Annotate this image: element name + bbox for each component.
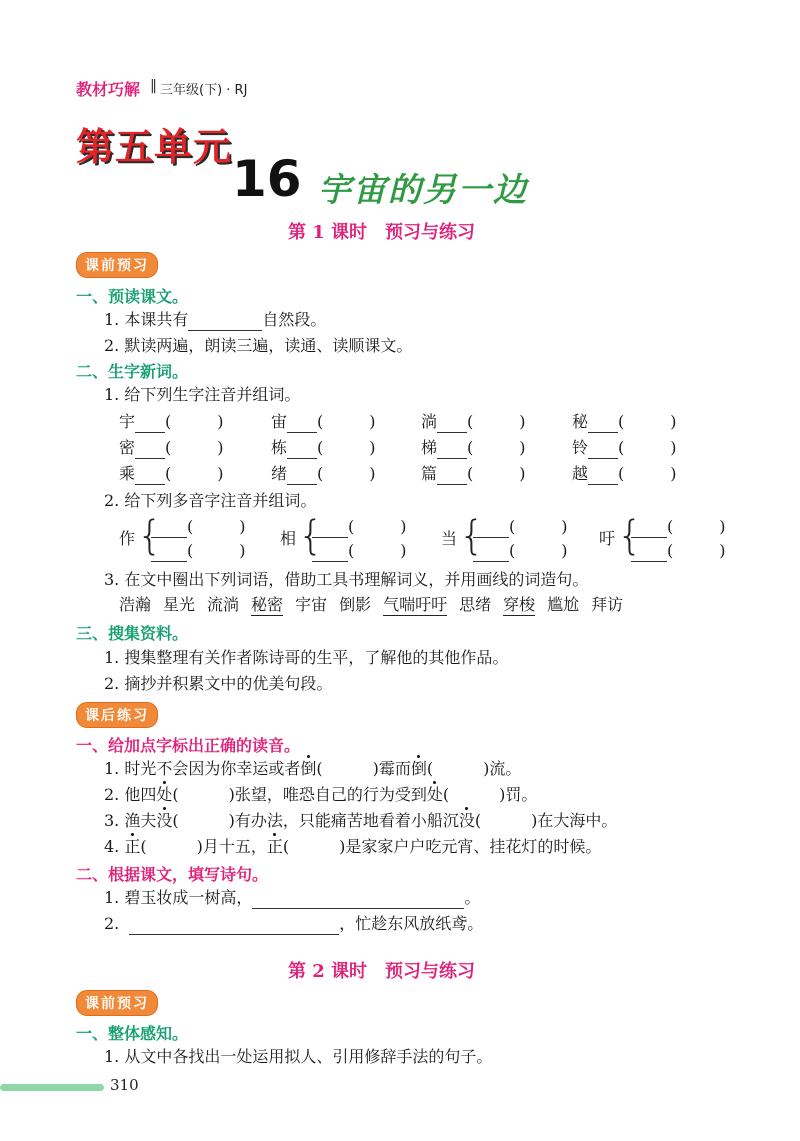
footer-bar [0, 1084, 104, 1091]
brace-symbol: { [459, 513, 485, 559]
question-author-bio: 1. 搜集整理有关作者陈诗哥的生平，了解他的其他作品。 [104, 648, 509, 667]
vocab-word: 穿梭 [503, 595, 536, 614]
vocab-word: 流淌 [207, 595, 240, 614]
char-cell: 铃 ( ) [572, 438, 677, 457]
pronunciation-item-2: 2. 他四处( )张望，唯恐自己的行为受到处( )罚。 [104, 785, 538, 804]
pinyin-blank[interactable] [473, 545, 509, 562]
char-cell: 密 ( ) [119, 438, 224, 457]
char-label: 绪 [271, 464, 288, 483]
question-polyphones: 2. 给下列多音字注音并组词。 [104, 491, 317, 510]
section-preread-title: 一、预读课文。 [76, 287, 189, 306]
polyphone-answer-line: ( ) [631, 540, 726, 562]
pronunciation-item-4: 4. 正( )月十五，正( )是家家户户吃元宵、挂花灯的时候。 [104, 837, 602, 856]
lesson-title: 宇宙的另一边 [318, 170, 528, 209]
polyphone-char: 相 [280, 529, 297, 548]
period-1-title: 第 1 课时 预习与练习 [288, 222, 476, 243]
pinyin-blank[interactable] [135, 442, 165, 459]
polyphone-answer-line: ( ) [312, 540, 407, 562]
pinyin-blank[interactable] [437, 416, 467, 433]
period-2-title: 第 2 课时 预习与练习 [288, 961, 476, 982]
char-label: 越 [572, 464, 589, 483]
title-separator: ‖ [150, 78, 157, 94]
book-subtitle: 三年级(下) · RJ [160, 83, 248, 98]
pinyin-blank[interactable] [287, 468, 317, 485]
pinyin-blank[interactable] [631, 521, 667, 538]
section-poem-title: 二、根据课文，填写诗句。 [76, 865, 269, 884]
pinyin-blank[interactable] [631, 545, 667, 562]
char-cell: 乘 ( ) [119, 464, 224, 483]
word-list [119, 594, 635, 616]
vocab-word: 倒影 [339, 595, 372, 614]
polyphone-answer-line: ( ) [151, 516, 246, 538]
pre-study-tag: 课前预习 [76, 252, 158, 278]
question-read-aloud: 2. 默读两遍，朗读三遍，读通、读顺课文。 [104, 336, 413, 355]
question-excerpt: 2. 摘抄并积累文中的优美句段。 [104, 674, 333, 693]
char-label: 宙 [271, 412, 288, 431]
poem-line-2: 2. ，忙趁东风放纸鸢。 [104, 914, 484, 933]
poem-blank-2[interactable] [129, 918, 339, 935]
char-cell: 宙 ( ) [271, 412, 376, 431]
char-label: 乘 [119, 464, 136, 483]
polyphone-answer-line: ( ) [151, 540, 246, 562]
polyphone-char: 当 [441, 529, 458, 548]
pinyin-blank[interactable] [135, 468, 165, 485]
post-practice-tag: 课后练习 [76, 702, 158, 728]
polyphone-answer-line: ( ) [473, 516, 568, 538]
vocab-word: 星光 [163, 595, 196, 614]
char-cell: 秘 ( ) [572, 412, 677, 431]
question-annotate-chars: 1. 给下列生字注音并组词。 [104, 385, 301, 404]
pinyin-blank[interactable] [437, 442, 467, 459]
pinyin-blank[interactable] [588, 468, 618, 485]
vocab-word: 宇宙 [295, 595, 328, 614]
pinyin-blank[interactable] [437, 468, 467, 485]
polyphone-char: 吁 [599, 529, 616, 548]
pinyin-blank[interactable] [135, 416, 165, 433]
book-title: 教材巧解 [76, 80, 141, 99]
vocab-word: 浩瀚 [119, 595, 152, 614]
pronunciation-item-3: 3. 渔夫没( )有办法，只能痛苦地看着小船沉没( )在大海中。 [104, 811, 618, 830]
char-cell: 宇 ( ) [119, 412, 224, 431]
brace-symbol: { [298, 513, 324, 559]
pinyin-blank[interactable] [312, 545, 348, 562]
char-cell: 淌 ( ) [421, 412, 526, 431]
unit-title: 第五单元 [76, 125, 233, 169]
pinyin-blank[interactable] [287, 442, 317, 459]
char-label: 铃 [572, 438, 589, 457]
answer-blank[interactable] [188, 314, 262, 331]
pronunciation-item-1: 1. 时光不会因为你幸运或者倒( )霉而倒( )流。 [104, 759, 522, 778]
char-cell: 栋 ( ) [271, 438, 376, 457]
char-label: 栋 [271, 438, 288, 457]
lesson-number: 16 [232, 150, 302, 208]
vocab-word: 尴尬 [547, 595, 580, 614]
char-cell: 绪 ( ) [271, 464, 376, 483]
brace-symbol: { [137, 513, 163, 559]
question-rhetoric: 1. 从文中各找出一处运用拟人、引用修辞手法的句子。 [104, 1047, 493, 1066]
polyphone-answer-line: ( ) [631, 516, 726, 538]
pinyin-blank[interactable] [287, 416, 317, 433]
pinyin-blank[interactable] [588, 416, 618, 433]
question-paragraph-count: 1. 本课共有 自然段。 [104, 310, 327, 329]
char-label: 密 [119, 438, 136, 457]
poem-blank-1[interactable] [252, 892, 464, 909]
char-label: 篇 [421, 464, 438, 483]
char-label: 宇 [119, 412, 136, 431]
section-collect-title: 三、搜集资料。 [76, 624, 189, 643]
polyphone-char: 作 [119, 529, 136, 548]
pinyin-blank[interactable] [151, 521, 187, 538]
char-label: 秘 [572, 412, 589, 431]
char-label: 梯 [421, 438, 438, 457]
question-circle-words: 3. 在文中圈出下列词语，借助工具书理解词义，并用画线的词造句。 [104, 570, 589, 589]
pre-study-tag-2: 课前预习 [76, 990, 158, 1016]
page-number: 310 [110, 1076, 139, 1094]
section-pronunciation-title: 一、给加点字标出正确的读音。 [76, 736, 301, 755]
vocab-word: 拜访 [591, 595, 624, 614]
char-cell: 越 ( ) [572, 464, 677, 483]
section-overview-title: 一、整体感知。 [76, 1024, 189, 1043]
brace-symbol: { [617, 513, 643, 559]
pinyin-blank[interactable] [588, 442, 618, 459]
polyphone-answer-line: ( ) [473, 540, 568, 562]
vocab-word: 秘密 [251, 595, 284, 614]
polyphone-answer-line: ( ) [312, 516, 407, 538]
poem-line-1: 1. 碧玉妆成一树高， 。 [104, 888, 481, 907]
vocab-word: 气喘吁吁 [383, 595, 448, 614]
pinyin-blank[interactable] [312, 521, 348, 538]
section-new-words-title: 二、生字新词。 [76, 362, 189, 381]
pinyin-blank[interactable] [473, 521, 509, 538]
pinyin-blank[interactable] [151, 545, 187, 562]
char-cell: 梯 ( ) [421, 438, 526, 457]
vocab-word: 思绪 [459, 595, 492, 614]
char-label: 淌 [421, 412, 438, 431]
char-cell: 篇 ( ) [421, 464, 526, 483]
